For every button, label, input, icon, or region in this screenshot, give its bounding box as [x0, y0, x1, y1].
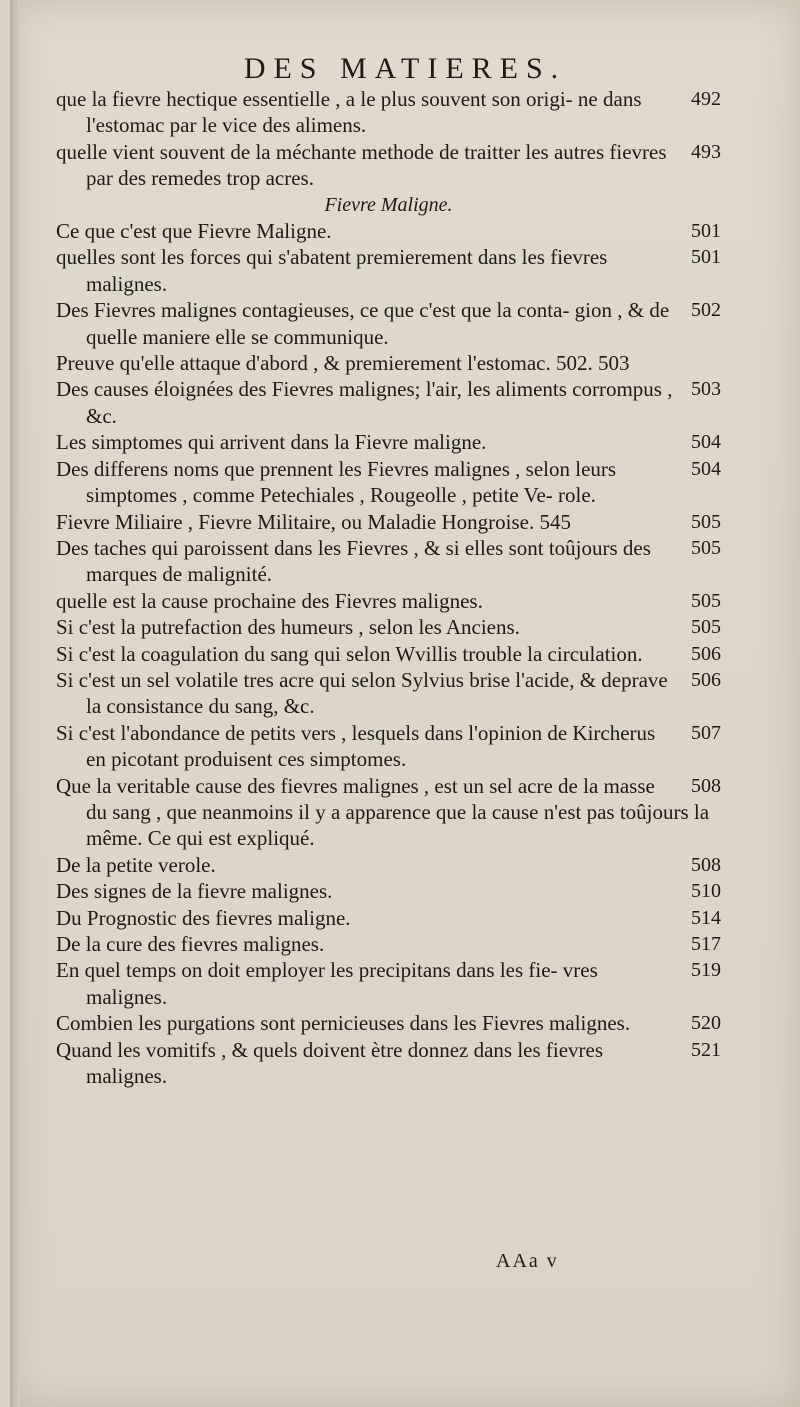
index-entry	[56, 535, 721, 588]
index-entry	[56, 244, 721, 297]
entry-text: Quand les vomitifs , & quels doivent ètre donnez dans les fievres malignes.	[56, 1037, 604, 1089]
index-entry	[56, 614, 721, 640]
index-entry	[56, 720, 721, 773]
entry-text: Des causes éloignées des Fievres malignes; l'air, les aliments corrompus , &c.	[56, 377, 673, 428]
page-number: 493	[691, 140, 721, 163]
entry-text: En quel temps on doit employer les precipitans dans les fie- vres malignes.	[56, 958, 598, 1009]
index-entry	[56, 297, 721, 350]
index-entry	[56, 667, 721, 720]
page-number: 510	[691, 880, 721, 903]
index-entry	[56, 429, 721, 455]
index-entry	[56, 905, 721, 931]
entry-text: Des differens noms que prennent les Fievres malignes , selon leurs simptomes , comme Petechiales , Rougeolle , petite Ve- role.	[56, 456, 617, 508]
page-number: 506	[691, 642, 721, 665]
signature-mark: AAa v	[496, 1250, 559, 1272]
page-number: 505	[691, 510, 721, 533]
index-entry	[56, 1010, 721, 1036]
page-header: DES MATIERES.	[243, 52, 567, 85]
page-number: 505	[691, 589, 721, 612]
index-entry	[56, 773, 721, 852]
entry-text: De la cure des fievres malignes.	[56, 932, 325, 956]
page-number: 508	[691, 853, 721, 876]
entry-text: Fievre Miliaire , Fievre Militaire, ou Maladie Hongroise. 545	[56, 509, 571, 534]
page-number: 517	[691, 933, 721, 955]
page-number: 492	[691, 88, 721, 110]
page-number: 503	[691, 378, 721, 401]
entry-text: Si c'est la putrefaction des humeurs , selon les Anciens.	[56, 615, 520, 640]
page-number: 506	[691, 668, 721, 691]
entry-text: quelle vient souvent de la méchante methode de traitter les autres fievres par des remedes trop acres.	[56, 139, 667, 191]
index-entry	[56, 957, 721, 1010]
entry-text: que la fievre hectique essentielle , a le plus souvent son origi- ne dans l'estomac par le vice des alimens.	[56, 87, 642, 138]
entry-text: Si c'est la coagulation du sang qui selon Wvillis trouble la circulation.	[56, 641, 643, 666]
index-entry	[56, 86, 721, 139]
section-heading: Fievre Maligne.	[324, 193, 453, 216]
page-number: 505	[691, 536, 721, 559]
entry-text: Combien les purgations sont pernicieuses dans les Fievres malignes.	[56, 1011, 631, 1036]
page-number: 501	[691, 246, 721, 269]
page-number: 508	[691, 774, 721, 797]
table-of-contents	[56, 86, 721, 1089]
page-number: 505	[691, 616, 721, 639]
index-entry	[56, 456, 721, 509]
entry-text: Des taches qui paroissent dans les Fievres , & si elles sont toûjours des marques de malignité.	[56, 535, 651, 587]
index-entry	[56, 1037, 721, 1090]
index-entry	[56, 350, 721, 376]
index-entry	[56, 641, 721, 667]
page-number: 520	[691, 1012, 721, 1035]
index-entry	[56, 139, 721, 192]
index-entry	[56, 376, 721, 429]
page-number: 521	[691, 1038, 721, 1061]
entry-text: Des signes de la fievre malignes.	[56, 879, 333, 904]
entry-text: Que la veritable cause des fievres malignes , est un sel acre de la masse du sang , que neanmoins il y a apparence que la cause n'est pas toûjours la même. Ce qui est expliqué.	[56, 773, 710, 851]
entry-text: Les simptomes qui arrivent dans la Fievre maligne.	[56, 430, 487, 455]
index-entry	[56, 588, 721, 614]
index-entry	[56, 878, 721, 904]
page-number: 501	[691, 220, 721, 243]
entry-text: De la petite verole.	[56, 852, 216, 877]
entry-text: quelles sont les forces qui s'abatent premierement dans les fievres malignes.	[56, 245, 608, 296]
book-page	[10, 0, 800, 1407]
entry-text: quelle est la cause prochaine des Fievres malignes.	[56, 588, 483, 613]
index-entry	[56, 218, 721, 244]
entry-text: Si c'est l'abondance de petits vers , lesquels dans l'opinion de Kircherus en picotant produisent ces simptomes.	[56, 720, 656, 772]
entry-text: Si c'est un sel volatile tres acre qui selon Sylvius brise l'acide, & deprave la consistance du sang, &c.	[56, 667, 668, 719]
index-entry	[56, 931, 721, 957]
page-number: 504	[691, 457, 721, 480]
page-number: 504	[691, 431, 721, 454]
page-number: 502	[691, 299, 721, 322]
index-entry	[56, 509, 721, 535]
entry-text: Preuve qu'elle attaque d'abord , & premierement l'estomac. 502. 503	[56, 351, 630, 376]
index-entry	[56, 852, 721, 878]
page-number: 519	[691, 959, 721, 982]
entry-text: Du Prognostic des fievres maligne.	[56, 905, 351, 930]
entry-text: Ce que c'est que Fievre Maligne.	[56, 219, 332, 244]
page-edge	[10, 0, 20, 1407]
page-number: 514	[691, 906, 721, 929]
entry-text: Des Fievres malignes contagieuses, ce que c'est que la conta- gion , & de quelle maniere elle se communique.	[56, 298, 670, 349]
page-number: 507	[691, 721, 721, 744]
